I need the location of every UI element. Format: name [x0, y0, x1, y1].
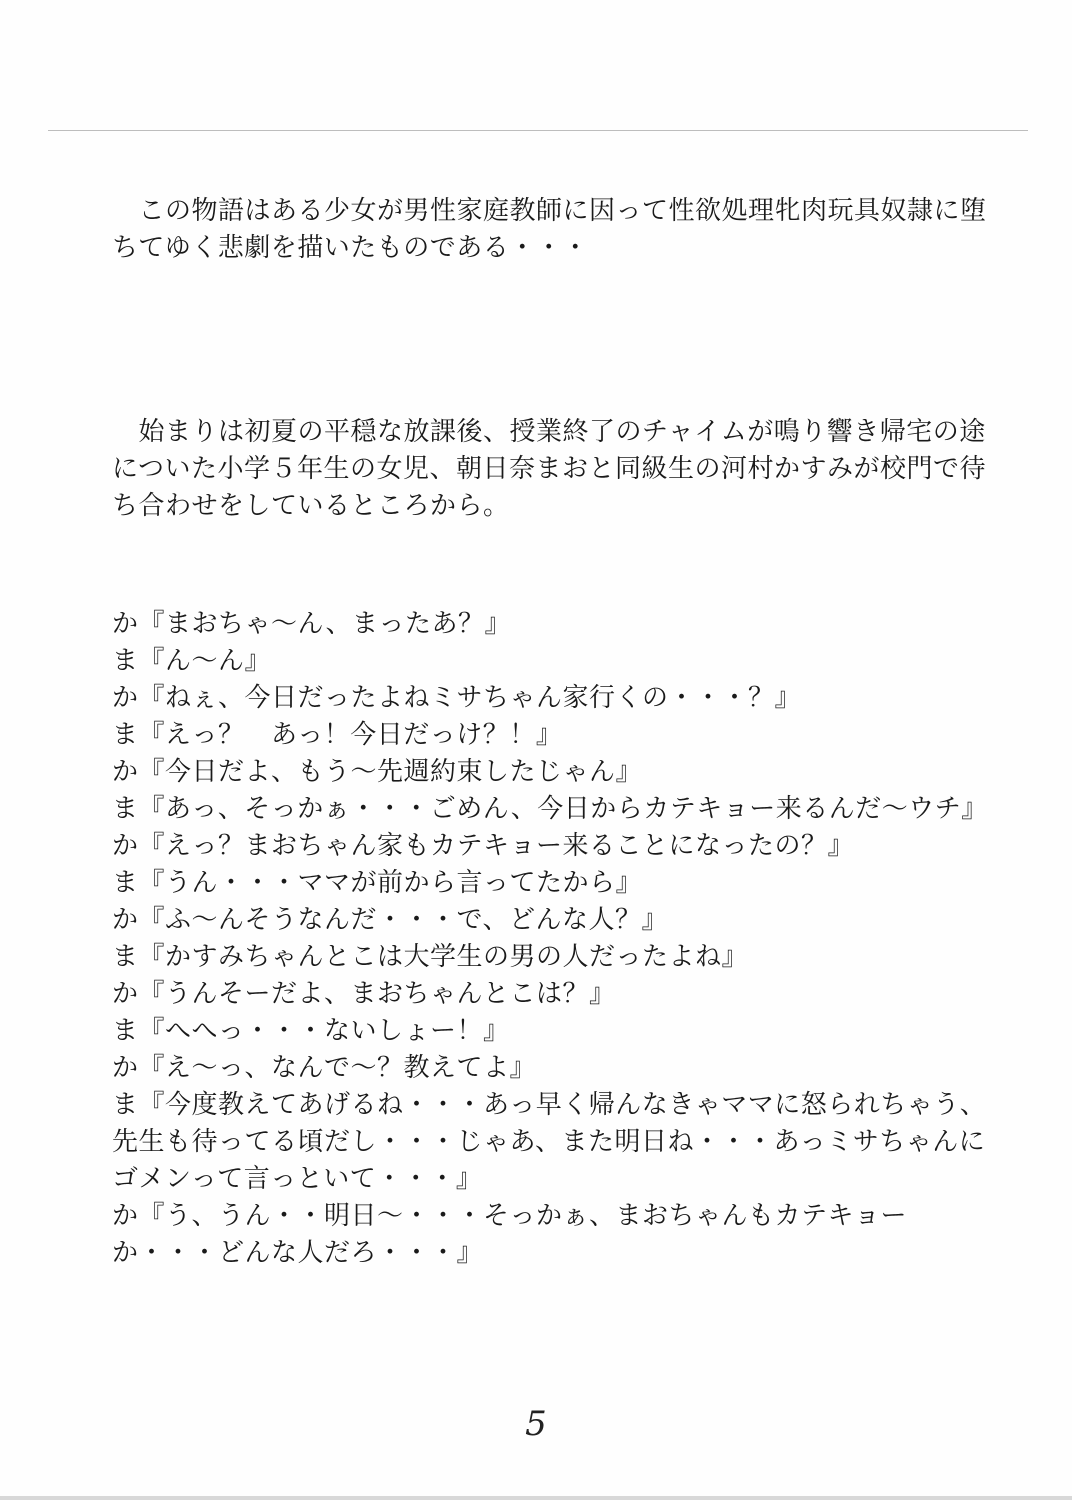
dialogue-line: ま『あっ、そっかぁ・・・ごめん、今日からカテキョー来るんだ〜ウチ』 [112, 794, 988, 824]
dialogue-line: ま『へへっ・・・ないしょー！』 [112, 1016, 510, 1046]
dialogue-list [112, 606, 1002, 1272]
dialogue-line: ま『今度教えてあげるね・・・あっ早く帰んなきゃママに怒られちゃう、先生も待ってる頃だし・・・じゃあ、また明日ね・・・あっミサちゃんにゴメンって言っといて・・・』 [112, 1090, 987, 1194]
dialogue-line: ま『かすみちゃんとこは大学生の男の人だったよね』 [112, 942, 749, 972]
dialogue-line: か『うんそーだよ、まおちゃんとこは？』 [112, 979, 616, 1009]
dialogue-line: ま『うん・・・ママが前から言ってたから』 [112, 868, 643, 898]
intro-paragraph: この物語はある少女が男性家庭教師に因って性欲処理牝肉玩具奴隷に堕ちてゆく悲劇を描いたものである・・・ [112, 196, 987, 263]
dialogue-line: か『ねぇ、今日だったよねミサちゃん家行くの・・・？』 [112, 683, 802, 713]
dialogue-line: か『え〜っ、なんで〜？教えてよ』 [112, 1053, 537, 1083]
dialogue-line: か『えっ？まおちゃん家もカテキョー来ることになったの？』 [112, 831, 855, 861]
dialogue-line: か『まおちゃ〜ん、まったあ？』 [112, 609, 512, 639]
top-divider [48, 130, 1028, 131]
page-bottom-edge [0, 1496, 1072, 1500]
dialogue-line: か『今日だよ、もう〜先週約束したじゃん』 [112, 757, 643, 787]
dialogue-line: か『ふ〜んそうなんだ・・・で、どんな人？』 [112, 905, 668, 935]
dialogue-line: か『う、うん・・明日〜・・・そっかぁ、まおちゃんもカテキョーか・・・どんな人だろ・・・』 [112, 1201, 908, 1268]
dialogue-line: ま『ん〜ん』 [112, 646, 272, 676]
page-number: 5 [525, 1404, 547, 1444]
setting-paragraph: 始まりは初夏の平穏な放課後、授業終了のチャイムが鳴り響き帰宅の途についた小学５年生の女児、朝日奈まおと同級生の河村かすみが校門で待ち合わせをしているところから。 [112, 417, 986, 521]
dialogue-line: ま『えっ？ あっ！今日だっけ？！』 [112, 720, 563, 750]
